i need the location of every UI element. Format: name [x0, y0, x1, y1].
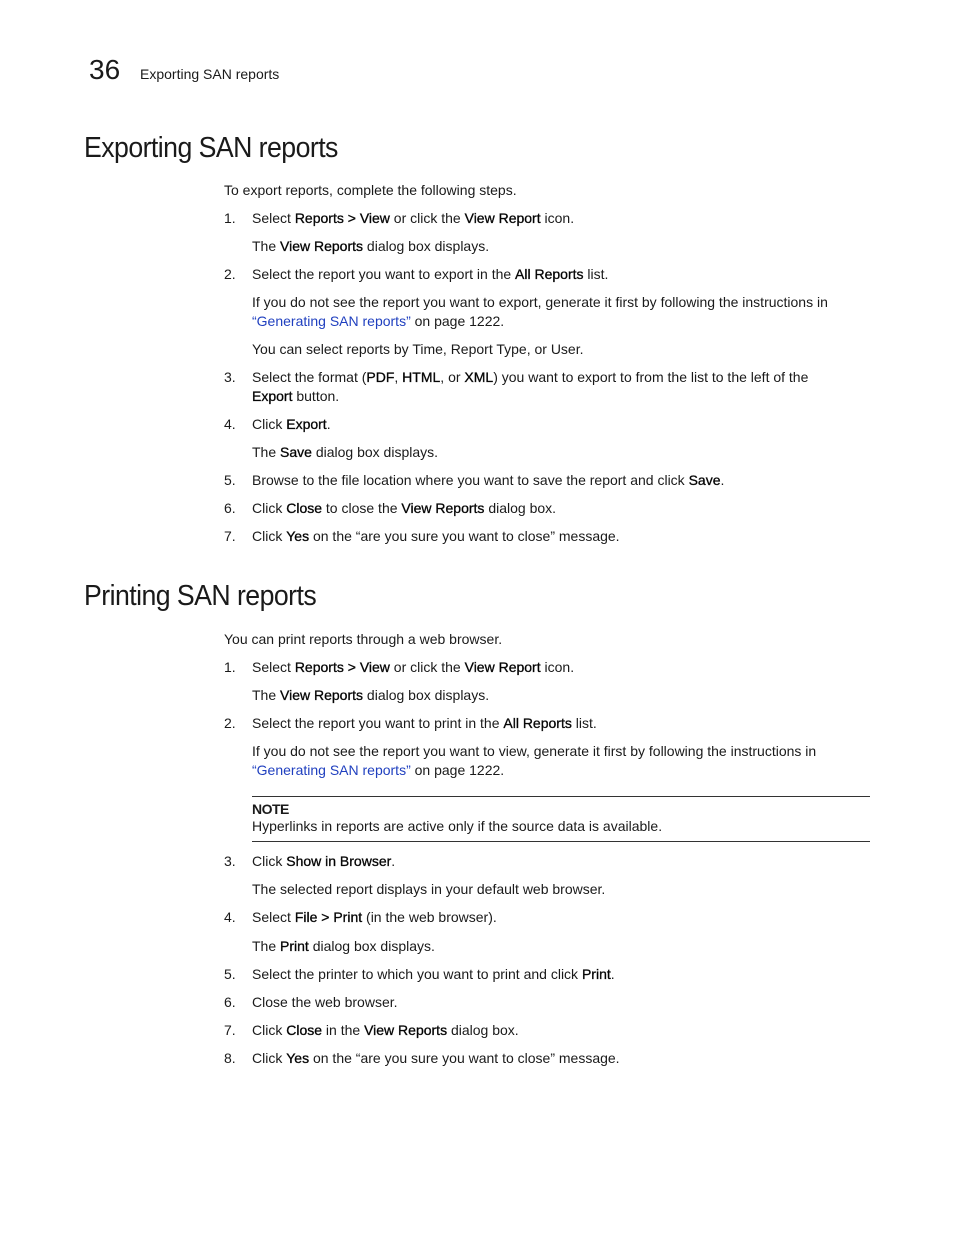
export-step-2-filter-tip: You can select reports by Time, Report Type, or User.: [252, 341, 584, 357]
export-step-2-tip: If you do not see the report you want to export, generate it first by following the instructions in “Generating SAN reports” on page 1222.: [252, 294, 828, 329]
print-step-4-result: The Print dialog box displays.: [252, 938, 435, 954]
print-step-2-tip: If you do not see the report you want to view, generate it first by following the instructions in “Generating SAN reports” on page 1222.: [252, 743, 817, 778]
generating-san-reports-link[interactable]: “Generating SAN reports”: [252, 313, 411, 329]
note-text: Hyperlinks in reports are active only if the source data is available.: [252, 818, 663, 834]
note-label: NOTE: [252, 801, 289, 817]
chapter-title: Exporting SAN reports: [140, 66, 280, 82]
generating-san-reports-link[interactable]: “Generating SAN reports”: [252, 762, 411, 778]
note-box: [252, 796, 870, 842]
print-intro: You can print reports through a web browser.: [224, 631, 503, 647]
export-step-1-result: The View Reports dialog box displays.: [252, 238, 490, 254]
chapter-number: 36: [89, 54, 121, 85]
export-intro: To export reports, complete the following steps.: [224, 182, 517, 198]
section-title-exporting: Exporting SAN reports: [84, 132, 338, 164]
print-step-1-result: The View Reports dialog box displays.: [252, 687, 490, 703]
section-title-printing: Printing SAN reports: [84, 580, 317, 612]
export-step-4-result: The Save dialog box displays.: [252, 444, 439, 460]
print-step-3-result: The selected report displays in your default web browser.: [252, 881, 606, 897]
